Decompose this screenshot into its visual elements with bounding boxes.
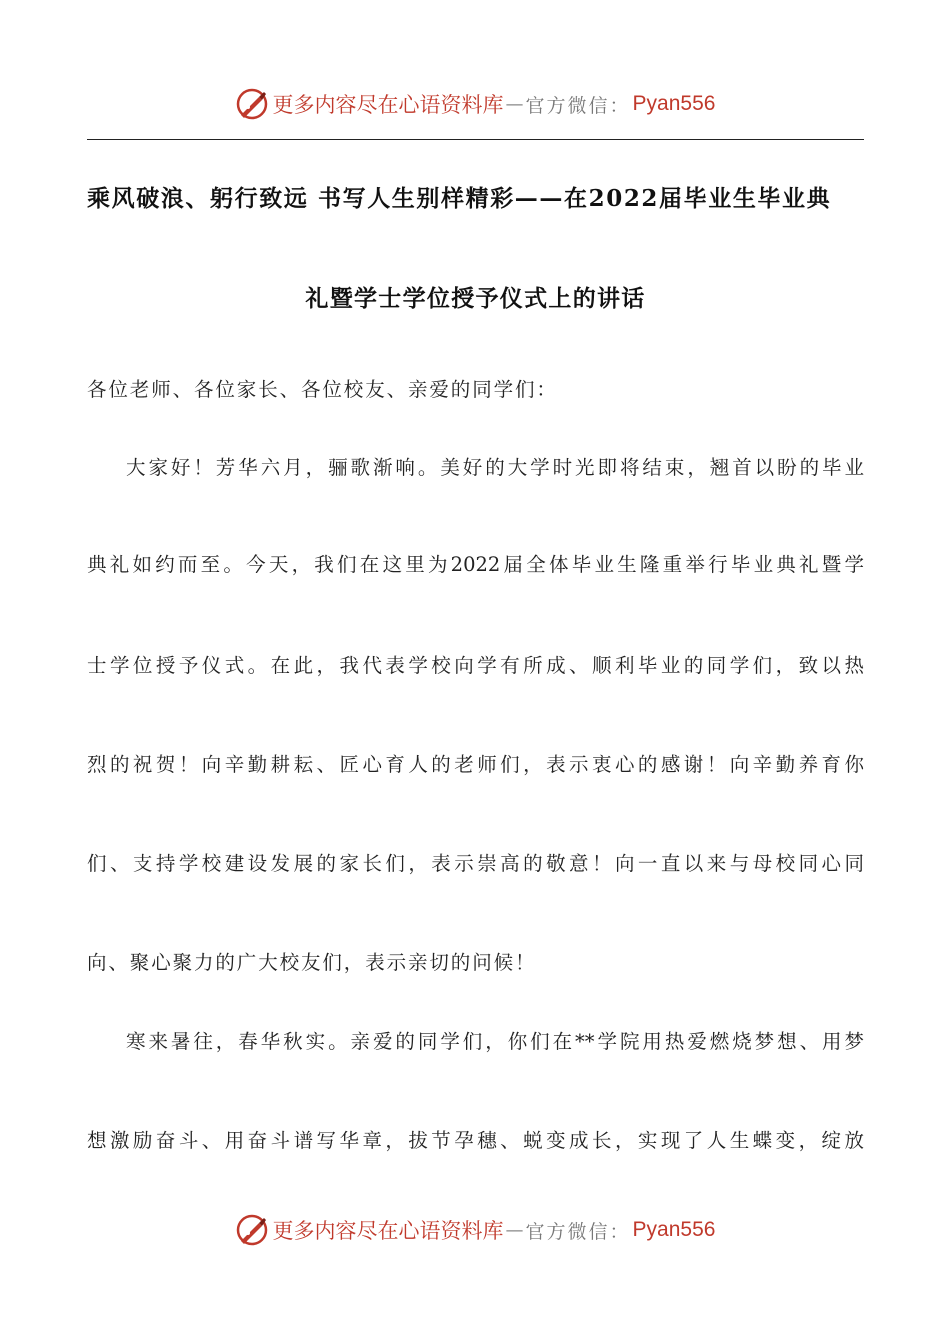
paragraph-line: 向、聚心聚力的广大校友们，表示亲切的问候！: [87, 951, 537, 974]
banner-official-wechat-label: 官方微信：: [525, 94, 631, 117]
header-banner: [0, 84, 950, 124]
paragraph-line: 们、支持学校建设发展的家长们，表示崇高的敬意！向一直以来与母校同心同: [87, 852, 864, 875]
pen-logo-icon: [235, 1213, 269, 1247]
paragraph-line: 烈的祝贺！向辛勤耕耘、匠心育人的老师们，表示衷心的感谢！向辛勤养育你: [87, 753, 864, 776]
header-divider: [87, 139, 864, 140]
banner-wechat-id: Pyan556: [632, 92, 716, 115]
document-title-line-1: 乘风破浪、躬行致远 书写人生别样精彩——在2022届毕业生毕业典: [87, 185, 832, 212]
paragraph-line: 大家好！芳华六月，骊歌渐响。美好的大学时光即将结束，翘首以盼的毕业: [126, 456, 864, 479]
banner-text: 更多内容尽在心语资料库: [272, 1219, 504, 1243]
paragraph-line: 士学位授予仪式。在此，我代表学校向学有所成、顺利毕业的同学们，致以热: [87, 654, 864, 677]
paragraph-line: 想激励奋斗、用奋斗谱写华章，拔节孕穗、蜕变成长，实现了人生蝶变，绽放: [87, 1129, 864, 1152]
paragraph-line: 典礼如约而至。今天，我们在这里为2022届全体毕业生隆重举行毕业典礼暨学: [87, 553, 864, 576]
footer-banner: [0, 1210, 950, 1250]
pen-logo-icon: [235, 87, 269, 121]
banner-dash: —: [505, 1219, 524, 1241]
banner-dash: —: [505, 93, 524, 115]
paragraph-line: 寒来暑往，春华秋实。亲爱的同学们，你们在**学院用热爱燃烧梦想、用梦: [126, 1030, 864, 1053]
banner-official-wechat-label: 官方微信：: [525, 1220, 631, 1243]
banner-wechat-id: Pyan556: [632, 1218, 716, 1241]
salutation: 各位老师、各位家长、各位校友、亲爱的同学们：: [87, 378, 558, 401]
banner-text: 更多内容尽在心语资料库: [272, 93, 504, 117]
document-title-line-2: 礼暨学士学位授予仪式上的讲话: [305, 285, 646, 312]
